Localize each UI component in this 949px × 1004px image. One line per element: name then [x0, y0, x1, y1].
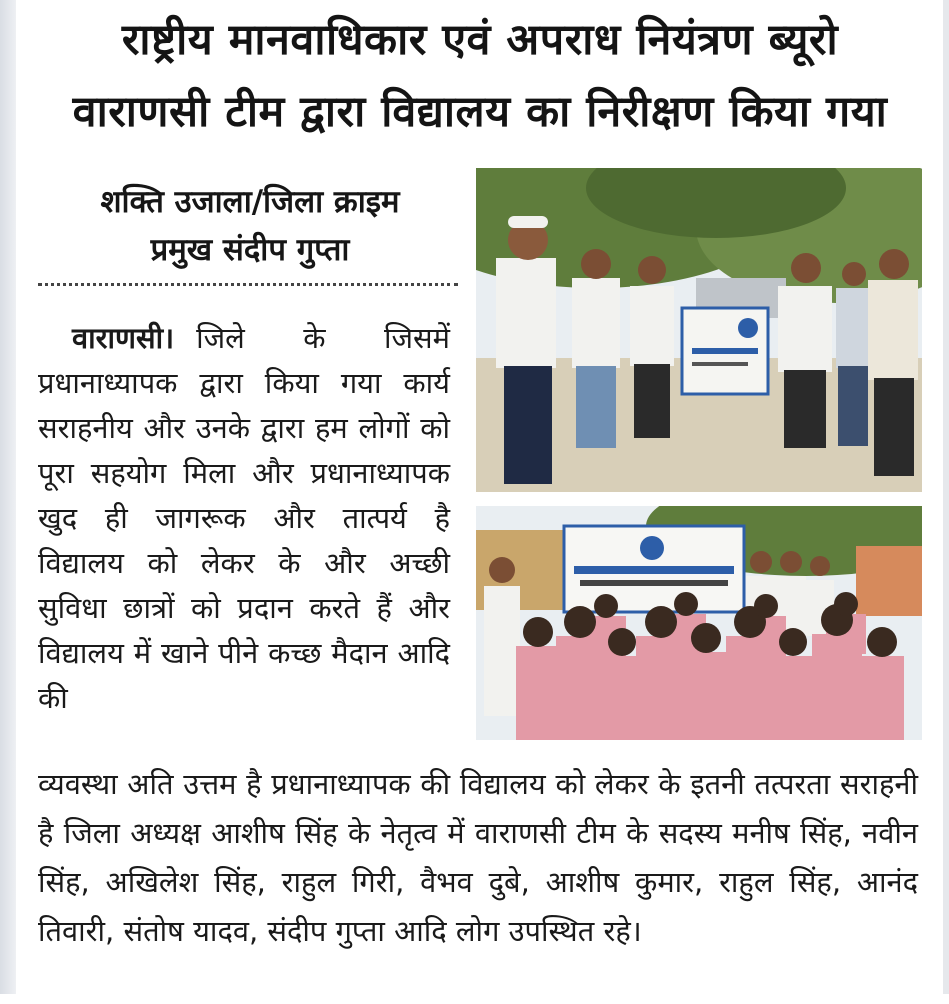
article-full-width-text: व्यवस्था अति उत्तम है प्रधानाध्यापक की विद्यालय को लेकर के इतनी तत्परता सराहनी है जिला अध्यक्ष आशीष सिंह के नेतृत्व में वाराणसी टीम के सदस्य मनीष सिंह, नवीन सिंह, अखिलेश सिंह, राहुल गिरी, वैभव दुबे, आशीष कुमार, राहुल सिंह, आनंद तिवारी, संतोष यादव, संदीप गुप्ता आदि लोग उपस्थित रहे। [38, 767, 918, 948]
photo-team-outdoors [476, 168, 922, 492]
byline-line-1: शक्ति उजाला/जिला क्राइम [100, 184, 400, 220]
photo-students-with-banner [476, 506, 922, 740]
byline-line-2: प्रमुख संदीप गुप्ता [150, 232, 350, 268]
dotted-divider [38, 283, 458, 286]
page-bottom-edge [0, 994, 949, 1004]
headline-line-2: वाराणसी टीम द्वारा विद्यालय का निरीक्षण किया गया [72, 87, 888, 137]
article-column-text: जिले के जिसमें प्रधानाध्यापक द्वारा किया गया कार्य सराहनीय और उनके द्वारा हम लोगों को पूरा सहयोग मिला और प्रधानाध्यापक खुद ही जागरूक और तात्पर्य है विद्यालय को लेकर के और अच्छी सुविधा छात्रों को प्रदान करते हैं और विद्यालय में खाने पीने कच्छ मैदान आदि की [38, 321, 450, 715]
dateline: वाराणसी। [72, 321, 175, 355]
headline-line-1: राष्ट्रीय मानवाधिकार एवं अपराध नियंत्रण ब्यूरो [121, 15, 839, 65]
page-edge-left [0, 0, 16, 1004]
photo-team-outdoors-image [476, 168, 922, 492]
page-edge-right [943, 0, 949, 1004]
article-column [38, 316, 450, 721]
photo-students-with-banner-image [476, 506, 922, 740]
